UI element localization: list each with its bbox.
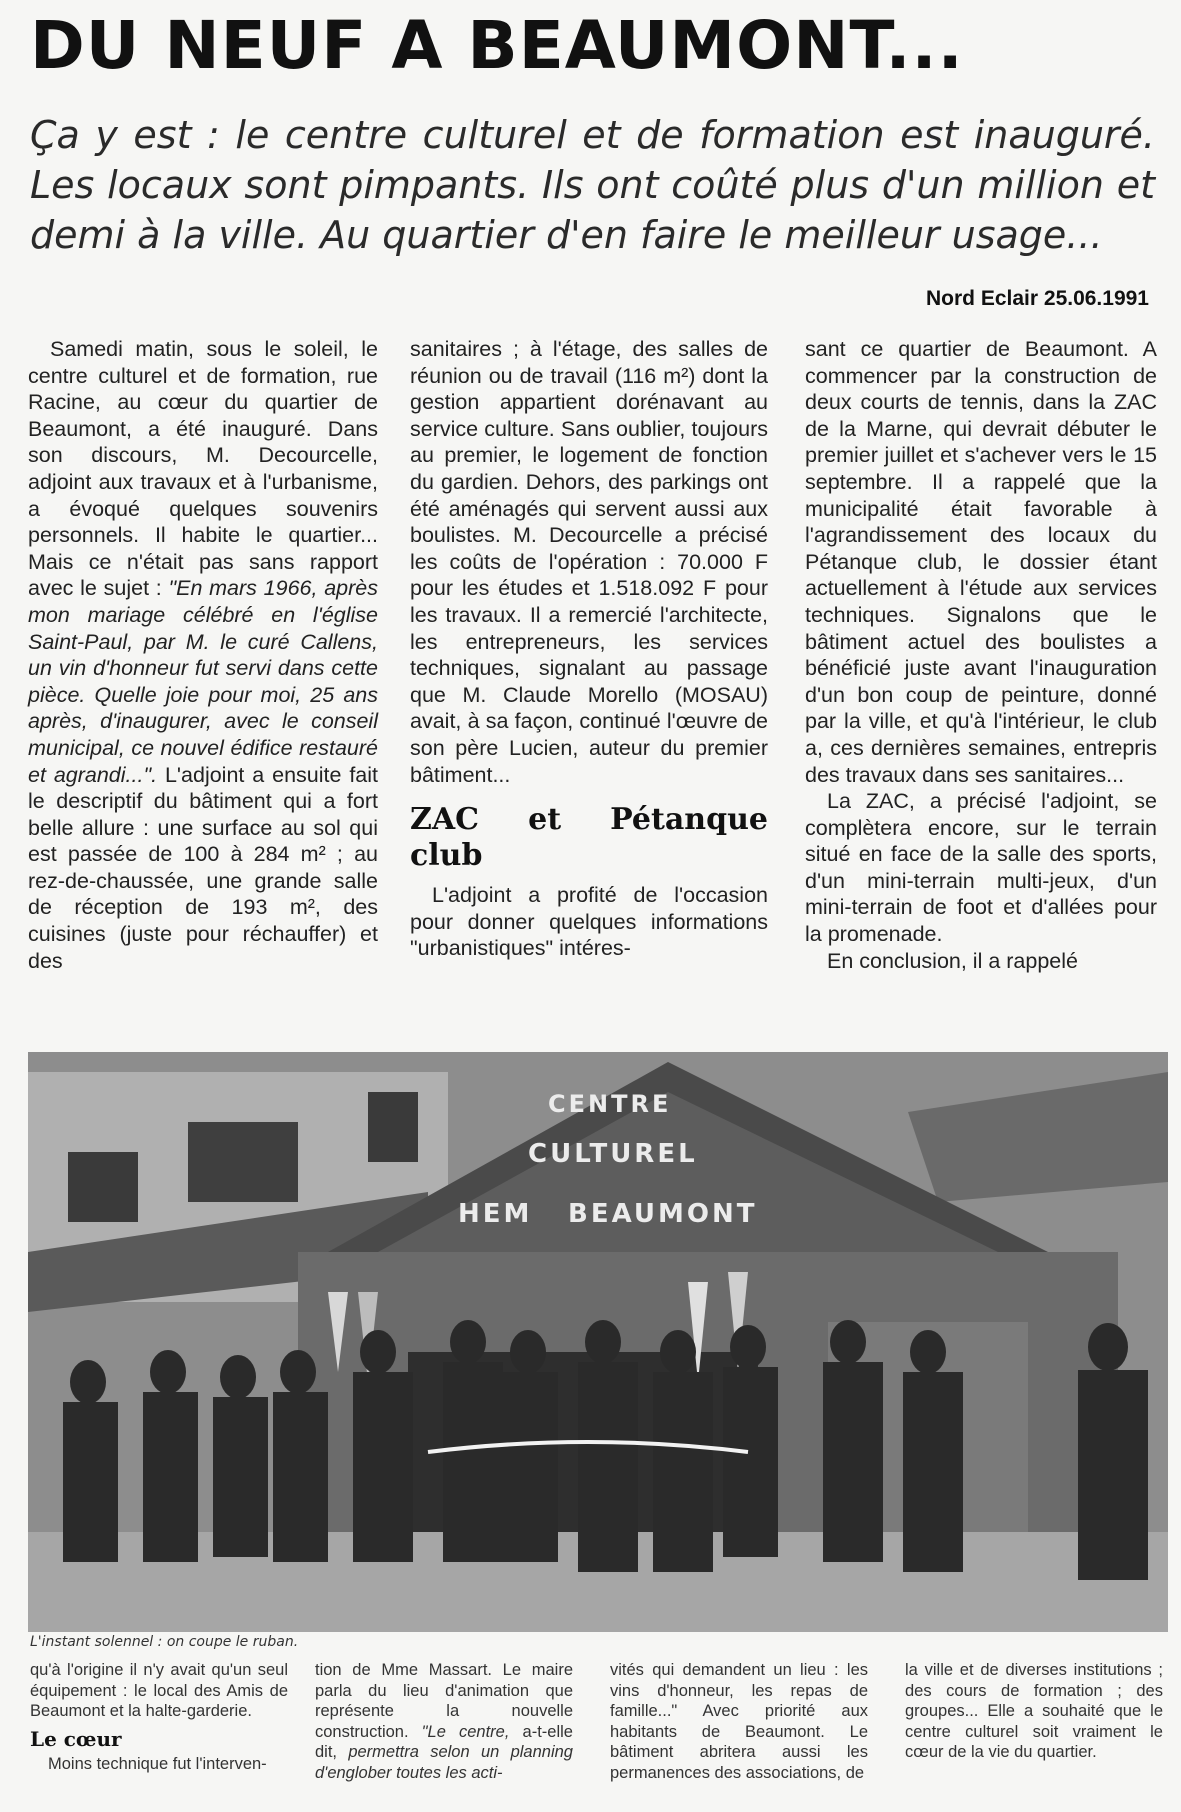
paragraph xyxy=(315,1660,573,1783)
headline: DU NEUF A BEAUMONT... xyxy=(30,7,964,84)
bottom-column-2 xyxy=(315,1660,573,1783)
inauguration-photo xyxy=(28,1052,1168,1632)
paragraph-text: a-t-elle dit, xyxy=(315,1722,573,1761)
paragraph: qu'à l'origine il n'y avait qu'un seul équipement : le local des Amis de Beaumont et la halte-garderie. xyxy=(30,1661,288,1720)
paragraph-text: tion de Mme Massart. Le maire parla du lieu d'animation que représente la nouvelle construction. xyxy=(315,1661,573,1741)
bottom-column-4 xyxy=(905,1660,1163,1763)
photo-illustration xyxy=(28,1052,1168,1632)
subheading: Le cœur xyxy=(30,1726,122,1751)
sign-beaumont: BEAUMONT xyxy=(568,1199,758,1229)
paragraph: vités qui demandent un lieu : les vins d'honneur, les repas de famille..." Avec priorité aux habitants de Beaumont. Le bâtiment abritera aussi les permanences des associations, de xyxy=(610,1661,868,1782)
photo-caption: L'instant solennel : on coupe le ruban. xyxy=(30,1634,299,1650)
paragraph: sant ce quartier de Beaumont. A commencer par la construction de deux courts de tennis, dans la ZAC de la Marne, qui devrait débuter le premier juillet et s'achever vers le 15 septembre. Il a rappelé que la municipalité était favorable à l'agrandissement des locaux du Pétanque club, le dossier étant actuellement à l'étude aux services techniques. Signalons que le bâtiment actuel des boulistes a bénéficié juste avant l'inauguration d'un bon coup de peinture, donné par la ville, et qu'à l'intérieur, le club a, ces dernières semaines, entrepris des travaux dans ses sanitaires... xyxy=(805,337,1157,787)
sign-centre: CENTRE xyxy=(548,1090,672,1118)
article-column-2 xyxy=(410,336,768,962)
paragraph-text: L'adjoint a ensuite fait le descriptif du bâtiment qui a fort belle allure : une surface au sol qui est passée de 100 à 284 m² ; au rez-de-chaussée, une grande salle de réception de 193 m², des cuisines (juste pour réchauffer) et des xyxy=(28,762,379,973)
bottom-column-3 xyxy=(610,1660,868,1783)
paragraph: Moins technique fut l'interven- xyxy=(48,1754,267,1773)
source-date: Nord Eclair 25.06.1991 xyxy=(926,287,1149,310)
article-column-1 xyxy=(28,336,378,974)
paragraph xyxy=(28,336,378,974)
paragraph-text: Samedi matin, sous le soleil, le centre culturel et de formation, rue Racine, au cœur du quartier de Beaumont, a été inauguré. Dans son discours, M. Decourcelle, adjoint aux travaux et à l'urbanisme, a évoqué quelques souvenirs personnels. Il habite le quartier... Mais ce n'était pas sans rapport avec le sujet : xyxy=(28,337,378,601)
sign-hem: HEM xyxy=(458,1199,533,1229)
paragraph: L'adjoint a profité de l'occasion pour donner quelques informations "urbanistiques" intéres- xyxy=(410,883,768,961)
quote: "En mars 1966, après mon mariage célébré en l'église Saint-Paul, par M. le curé Callens, un vin d'honneur fut servi dans cette pièce. Quelle joie pour moi, 25 ans après, d'inaugurer, avec le conseil municipal, ce nouvel édifice restauré et agrandi...". xyxy=(28,576,378,787)
quote: "Le centre, xyxy=(421,1722,510,1741)
paragraph: En conclusion, il a rappelé xyxy=(827,948,1078,973)
paragraph: La ZAC, a précisé l'adjoint, se complètera encore, sur le terrain situé en face de la salle des sports, d'un mini-terrain multi-jeux, d'un mini-terrain de foot et d'allées pour la promenade. xyxy=(805,789,1157,947)
lead-paragraph: Ça y est : le centre culturel et de formation est inauguré. Les locaux sont pimpants. Ils ont coûté plus d'un million et demi à la ville. Au quartier d'en faire le meilleur usage... xyxy=(30,113,1155,257)
quote: permettra selon un planning d'englober toutes les acti- xyxy=(315,1743,573,1782)
bottom-column-1 xyxy=(30,1660,288,1774)
article-column-3 xyxy=(805,336,1157,974)
subheading: ZAC et Pétanque club xyxy=(410,802,768,874)
sign-culturel: CULTUREL xyxy=(528,1139,698,1169)
paragraph: sanitaires ; à l'étage, des salles de réunion ou de travail (116 m²) dont la gestion appartient dorénavant au service culture. Sans oublier, toujours au premier, le logement de fonction du gardien. Dehors, des parkings ont été aménagés qui servent aussi aux boulistes. M. Decourcelle a précisé les coûts de l'opération : 70.000 F pour les études et 1.518.092 F pour les travaux. Il a remercié l'architecte, les entrepreneurs, les services techniques, signalant au passage que M. Claude Morello (MOSAU) avait, à sa façon, continué l'œuvre de son père Lucien, auteur du premier bâtiment... xyxy=(410,337,768,787)
paragraph: la ville et de diverses institutions ; des cours de formation ; des groupes... Elle a souhaité que le centre culturel soit vraiment le cœur de la vie du quartier. xyxy=(905,1661,1163,1761)
